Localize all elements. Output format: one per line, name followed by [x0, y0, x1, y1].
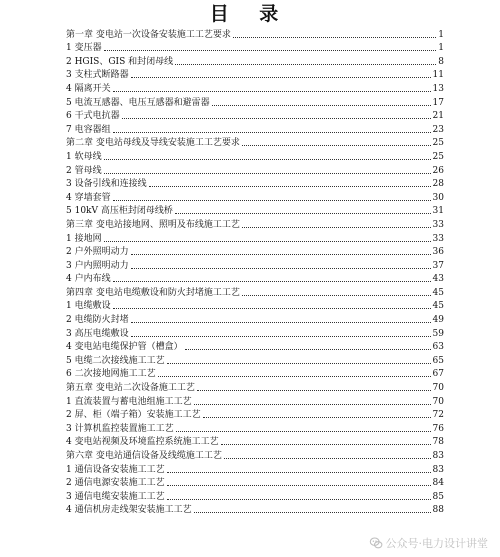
toc-entry-label: 2 通信电源安装施工工艺: [66, 478, 165, 489]
toc-page-number: 11: [432, 70, 444, 81]
toc-section-entry[interactable]: [66, 163, 444, 177]
toc-dot-leader: [185, 349, 431, 350]
toc-entry-label: 第六章 变电站通信设备及线缆施工工艺: [66, 451, 222, 461]
toc-entry-label: 第三章 变电站接地网、照明及布线施工工艺: [66, 219, 240, 230]
toc-page-number: 1: [438, 43, 444, 54]
toc-section-entry[interactable]: [66, 312, 444, 326]
page-title: 目 录: [209, 3, 291, 25]
toc-page-number: 88: [432, 505, 444, 516]
toc-entry-label: 4 通信机房走线架安装施工工艺: [66, 505, 192, 516]
toc-dot-leader: [113, 308, 431, 309]
toc-page-number: 49: [432, 315, 444, 326]
toc-page-number: 76: [432, 423, 444, 434]
toc-dot-leader: [167, 485, 431, 486]
toc-page-number: 36: [432, 247, 444, 258]
toc-page-number: 25: [432, 151, 444, 162]
toc-entry-label: 4 隔离开关: [66, 83, 111, 94]
toc-section-entry[interactable]: [66, 258, 444, 272]
toc-entry-label: 1 电缆敷设: [66, 301, 111, 312]
toc-dot-leader: [221, 444, 431, 445]
toc-page-number: 23: [432, 124, 444, 135]
toc-dot-leader: [122, 118, 431, 119]
toc-entry-label: 2 电缆防火封堵: [66, 315, 129, 326]
toc-dot-leader: [167, 499, 431, 500]
toc-dot-leader: [131, 268, 431, 269]
toc-section-entry[interactable]: [66, 68, 444, 82]
toc-entry-label: 3 支柱式断路器: [66, 70, 129, 81]
toc-entry-label: 2 屏、柜（端子箱）安装施工工艺: [66, 410, 201, 421]
toc-section-entry[interactable]: [66, 109, 444, 123]
toc-section-entry[interactable]: [66, 408, 444, 422]
toc-page-number: 30: [432, 192, 444, 203]
toc-dot-leader: [176, 431, 431, 432]
toc-entry-label: 5 10kV 高压柜封闭母线桥: [66, 206, 173, 217]
toc-section-entry[interactable]: [66, 421, 444, 435]
watermark: [369, 535, 489, 551]
toc-page-number: 70: [432, 383, 444, 394]
toc-dot-leader: [104, 241, 431, 242]
toc-section-entry[interactable]: [66, 190, 444, 204]
watermark-text: 公众号·电力设计讲堂: [385, 537, 488, 550]
toc-page-number: 85: [432, 491, 444, 502]
toc-dot-leader: [113, 281, 431, 282]
toc-page-number: 37: [432, 260, 444, 271]
wechat-icon: [369, 536, 383, 550]
toc-dot-leader: [203, 417, 431, 418]
toc-page-number: 1: [438, 29, 444, 40]
toc-dot-leader: [113, 91, 431, 92]
toc-entry-label: 6 干式电抗器: [66, 111, 120, 122]
toc-section-entry[interactable]: [66, 462, 444, 476]
toc-dot-leader: [194, 404, 431, 405]
toc-entry-label: 2 HGIS、GIS 和封闭母线: [66, 56, 174, 67]
toc-entry-label: 2 户外照明动力: [66, 247, 129, 258]
toc-section-entry[interactable]: [66, 272, 444, 286]
toc-dot-leader: [104, 50, 437, 51]
toc-entry-label: 第四章 变电站电缆敷设和防火封堵施工工艺: [66, 287, 240, 298]
toc-page-number: 28: [432, 179, 444, 190]
toc-page-number: 43: [432, 274, 444, 285]
toc-section-entry[interactable]: [66, 340, 444, 354]
toc-page-number: 21: [432, 111, 444, 122]
toc-chapter-entry[interactable]: [66, 448, 444, 462]
toc-dot-leader: [242, 227, 431, 228]
toc-chapter-entry[interactable]: [66, 217, 444, 231]
toc-dot-leader: [194, 512, 431, 513]
toc-entry-label: 第五章 变电站二次设备施工工艺: [66, 383, 195, 394]
toc-dot-leader: [131, 254, 431, 255]
toc-page-number: 72: [432, 410, 444, 421]
toc-dot-leader: [131, 336, 431, 337]
toc-chapter-entry[interactable]: [66, 285, 444, 299]
toc-page-number: 8: [438, 56, 444, 67]
toc-page-number: 83: [432, 451, 444, 461]
toc-page-number: 45: [432, 301, 444, 312]
toc-section-entry[interactable]: [66, 41, 444, 55]
toc-dot-leader: [167, 363, 431, 364]
toc-section-entry[interactable]: [66, 367, 444, 381]
toc-entry-label: 4 穿墙套管: [66, 192, 111, 203]
toc-page-number: 13: [432, 83, 444, 94]
toc-entry-label: 1 通信设备安装施工工艺: [66, 464, 165, 475]
toc-entry-label: 1 直流装置与蓄电池组施工工艺: [66, 396, 192, 407]
toc-dot-leader: [149, 186, 431, 187]
toc-entry-label: 4 变电站视频及环境监控系统施工工艺: [66, 437, 219, 448]
toc-chapter-entry[interactable]: [66, 27, 444, 41]
toc-entry-label: 4 户内布线: [66, 274, 111, 285]
toc-dot-leader: [131, 322, 431, 323]
toc-dot-leader: [167, 472, 431, 473]
toc-section-entry[interactable]: [66, 177, 444, 191]
toc-dot-leader: [113, 132, 431, 133]
toc-section-entry[interactable]: [66, 54, 444, 68]
toc-page-number: 65: [432, 355, 444, 366]
toc-chapter-entry[interactable]: [66, 380, 444, 394]
toc-section-entry[interactable]: [66, 149, 444, 163]
toc-page-number: 70: [432, 396, 444, 407]
toc-section-entry[interactable]: [66, 394, 444, 408]
toc-entry-label: 6 二次接地网施工工艺: [66, 369, 156, 380]
toc-section-entry[interactable]: [66, 326, 444, 340]
toc-dot-leader: [224, 458, 431, 459]
toc-entry-label: 1 接地网: [66, 233, 102, 244]
toc-dot-leader: [113, 200, 431, 201]
toc-section-entry[interactable]: [66, 95, 444, 109]
toc-section-entry[interactable]: [66, 476, 444, 490]
toc-page-number: 45: [432, 287, 444, 298]
toc-dot-leader: [197, 390, 431, 391]
table-of-contents: [66, 27, 444, 516]
toc-section-entry[interactable]: [66, 204, 444, 218]
toc-page-number: 26: [432, 165, 444, 176]
toc-page-number: 33: [432, 219, 444, 230]
toc-entry-label: 3 设备引线和连接线: [66, 179, 147, 190]
toc-entry-label: 1 软母线: [66, 151, 102, 162]
toc-dot-leader: [158, 376, 431, 377]
toc-entry-label: 4 变电站电缆保护管（槽盒）: [66, 342, 183, 353]
toc-entry-label: 3 高压电缆敷设: [66, 328, 129, 339]
toc-dot-leader: [131, 77, 431, 78]
toc-dot-leader: [242, 145, 431, 146]
toc-section-entry[interactable]: [66, 245, 444, 259]
toc-dot-leader: [175, 213, 431, 214]
toc-entry-label: 2 管母线: [66, 165, 102, 176]
toc-dot-leader: [175, 64, 436, 65]
toc-page-number: 83: [432, 464, 444, 475]
toc-section-entry[interactable]: [66, 81, 444, 95]
toc-entry-label: 3 计算机监控装置施工工艺: [66, 423, 174, 434]
toc-page-number: 78: [432, 437, 444, 448]
toc-section-entry[interactable]: [66, 299, 444, 313]
toc-page-number: 31: [432, 206, 444, 217]
toc-entry-label: 第二章 变电站母线及导线安装施工工艺要求: [66, 138, 240, 149]
toc-page-number: 25: [432, 138, 444, 149]
toc-dot-leader: [233, 37, 436, 38]
toc-page-number: 67: [432, 369, 444, 380]
toc-entry-label: 5 电流互感器、电压互感器和避雷器: [66, 97, 210, 108]
toc-entry-label: 7 电容器组: [66, 124, 111, 135]
toc-dot-leader: [212, 105, 431, 106]
toc-entry-label: 3 户内照明动力: [66, 260, 129, 271]
toc-page-number: 59: [432, 328, 444, 339]
toc-chapter-entry[interactable]: [66, 136, 444, 150]
toc-page-number: 63: [432, 342, 444, 353]
toc-page-number: 84: [432, 478, 444, 489]
toc-section-entry[interactable]: [66, 231, 444, 245]
toc-section-entry[interactable]: [66, 435, 444, 449]
toc-entry-label: 3 通信电缆安装施工工艺: [66, 491, 165, 502]
toc-dot-leader: [104, 173, 431, 174]
toc-entry-label: 1 变压器: [66, 43, 102, 54]
toc-entry-label: 第一章 变电站一次设备安装施工工艺要求: [66, 29, 231, 40]
toc-page-number: 33: [432, 233, 444, 244]
toc-section-entry[interactable]: [66, 122, 444, 136]
toc-page-number: 17: [432, 97, 444, 108]
toc-dot-leader: [242, 295, 431, 296]
toc-entry-label: 5 电缆二次接线施工工艺: [66, 355, 165, 366]
toc-dot-leader: [104, 159, 431, 160]
toc-section-entry[interactable]: [66, 489, 444, 503]
toc-section-entry[interactable]: [66, 353, 444, 367]
toc-section-entry[interactable]: [66, 503, 444, 517]
